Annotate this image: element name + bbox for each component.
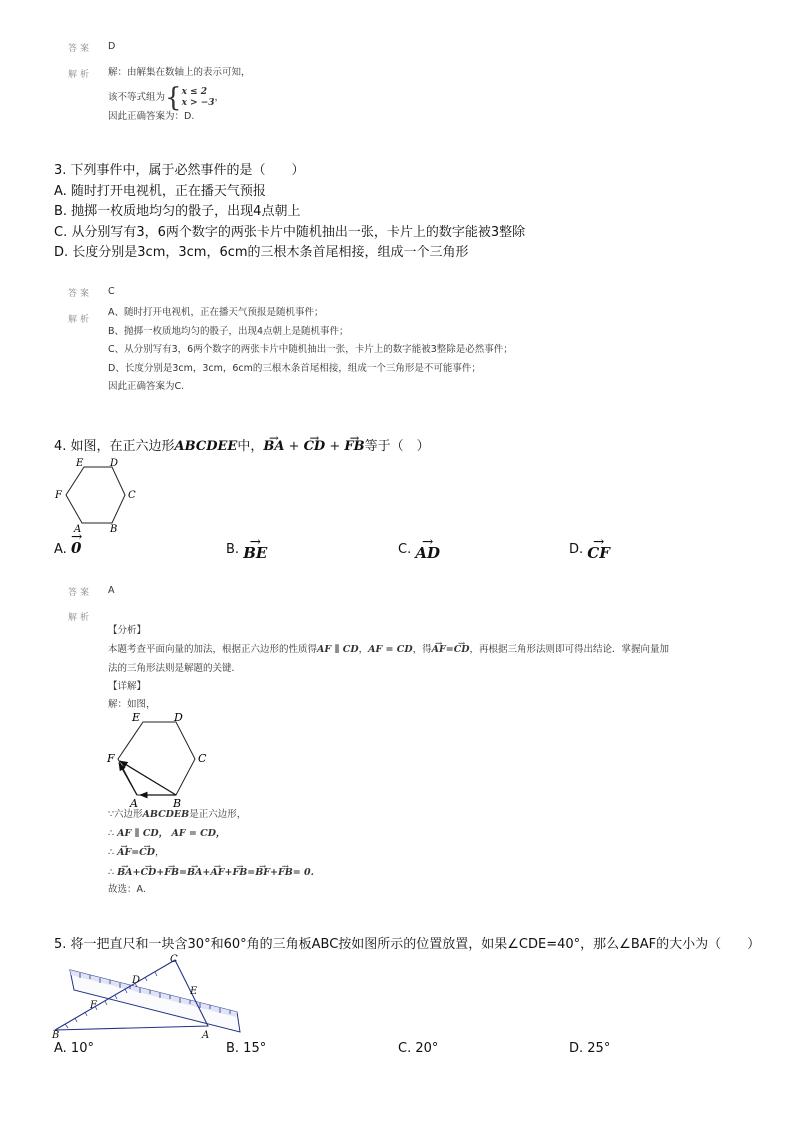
vertex-label-a: A (130, 797, 138, 809)
question-stem: 5. 将一把直尺和一块含30°和60°角的三角板ABC按如图所示的位置放置，如果∠CDE=40°，那么∠BAF的大小为（ ） (54, 937, 761, 952)
question-stem: 4. 如图，在正六边形ABCDEE中，→ BA + → CD + → FB等于（ ） (54, 437, 430, 458)
option-b[interactable]: B. 抛掷一枚质地均匀的骰子，出现4点朝上 (54, 204, 301, 219)
option-vector: → 0 (71, 539, 81, 557)
math-expr: = (131, 847, 140, 858)
therefore-symbol: ∴ (108, 828, 115, 839)
vector-fb: → FB (232, 864, 247, 883)
hexagon-shape (66, 467, 125, 523)
option-a[interactable]: A. 随时打开电视机，正在播天气预报 (54, 183, 266, 199)
option-letter: B. (226, 542, 240, 557)
answer-tag: 答案 (68, 588, 93, 598)
hexagon-figure (52, 455, 142, 535)
plus-symbol: + (132, 867, 141, 878)
inequality-bottom: x > −3 (181, 98, 215, 108)
question-stem: 3. 下列事件中，属于必然事件的是（ ） (54, 163, 305, 178)
analysis-tag: 解析 (68, 613, 93, 623)
option-a[interactable] (54, 539, 81, 557)
stem-text: 等于（ ） (364, 439, 430, 454)
math-expr: = (445, 644, 454, 655)
option-c[interactable] (398, 539, 441, 562)
ruler-triangle-figure (50, 950, 250, 1040)
option-vector: → BE (243, 544, 267, 562)
vertex-label-f: F (107, 752, 115, 765)
analysis-line: A、随时打开电视机，正在播天气预报是随机事件； (108, 307, 324, 318)
math-expr: = (179, 867, 187, 878)
section-heading: 【详解】 (108, 681, 147, 692)
label-f: F (90, 1000, 97, 1011)
hexagon-name: ABCDEB (142, 809, 190, 820)
label-a: A (202, 1030, 210, 1040)
answer-value: D (108, 41, 116, 52)
analysis-text: ， (358, 644, 369, 655)
plus-symbol: + (224, 867, 233, 878)
analysis-line: 因此正确答案为C. (108, 381, 185, 392)
math-expr: AF ∥ CD， AF = CD， (117, 828, 226, 839)
vector-cd: → CD (139, 844, 155, 863)
vertex-label-d: D (110, 458, 119, 469)
plus-symbol: + (202, 867, 211, 878)
option-a[interactable]: A. 10° (54, 1041, 94, 1056)
option-vector: → AD (415, 544, 440, 562)
option-d[interactable]: D. 长度分别是3cm，3cm，6cm的三根木条首尾相接，组成一个三角形 (54, 245, 469, 260)
analysis-text: ， (214, 91, 225, 103)
hexagon-name: ABCDEE (174, 439, 238, 454)
vector-af: → AF (117, 844, 131, 863)
vertex-label-a: A (74, 524, 82, 535)
label-b: B (52, 1030, 60, 1040)
option-b[interactable]: B. 15° (226, 1041, 267, 1056)
option-letter: C. (398, 542, 412, 557)
option-letter: D. (569, 542, 584, 557)
vertex-label-c: C (198, 752, 207, 765)
analysis-line (108, 806, 246, 825)
option-vector: → CF (587, 544, 610, 562)
answer-value: C (108, 286, 115, 297)
inequality-top: x ≤ 2 (181, 87, 207, 97)
answer-tag: 答案 (68, 289, 93, 299)
vertex-label-b: B (110, 524, 118, 535)
analysis-text: 是正六边形， (189, 809, 247, 820)
vertex-label-c: C (128, 490, 136, 501)
analysis-line: 解：如图， (108, 699, 156, 710)
math-expr: AF ∥ CD (317, 644, 359, 655)
therefore-symbol: ∴ (108, 867, 115, 878)
analysis-line (108, 864, 314, 883)
option-c[interactable]: C. 从分别写有3，6两个数字的两张卡片中随机抽出一张，卡片上的数字能被3整除 (54, 224, 526, 240)
inequality-system (182, 87, 215, 109)
vertex-label-e: E (132, 711, 141, 724)
option-c[interactable]: C. 20° (398, 1041, 439, 1056)
stem-text: 中， (237, 439, 264, 454)
stem-text: 4. 如图，在正六边形 (54, 439, 175, 454)
question-3 (54, 161, 525, 264)
vector-cd: → CD (140, 864, 156, 883)
vector-bf: → BF (255, 864, 270, 883)
math-expr: = 0. (292, 867, 314, 878)
vector-ba: → BA (117, 864, 132, 883)
vector-cd: → CD (304, 437, 326, 458)
vertex-label-e: E (76, 458, 84, 469)
analysis-block (108, 304, 513, 397)
analysis-line (108, 641, 669, 660)
analysis-line: 因此正确答案为：D. (108, 111, 195, 122)
vector-fb: → FB (344, 437, 364, 458)
analysis-line: 故选：A. (108, 884, 146, 895)
plus-symbol: + (156, 867, 165, 878)
analysis-tag: 解析 (68, 70, 93, 80)
brace-symbol: { (165, 83, 182, 113)
option-b[interactable] (226, 539, 268, 562)
vertex-label-f: F (55, 490, 62, 501)
label-e: E (190, 986, 198, 997)
math-expr: AF = CD (368, 644, 413, 655)
analysis-text: ，得 (412, 644, 432, 655)
label-d: D (132, 975, 141, 986)
answer-tag: 答案 (68, 44, 93, 54)
analysis-text: 本题考查平面向量的加法，根据正六边形的性质得 (108, 644, 318, 655)
analysis-line: 法的三角形法则是解题的关键． (108, 663, 242, 674)
analysis-text: ∵六边形 (108, 809, 143, 820)
analysis-line: 解：由解集在数轴上的表示可知， (108, 67, 251, 78)
vertex-label-d: D (174, 711, 183, 724)
hexagon-shape (118, 722, 195, 795)
analysis-line: D、长度分别是3cm，3cm，6cm的三根木条首尾相接，组成一个三角形是不可能事件； (108, 362, 481, 374)
vector-af-arrow (119, 763, 137, 795)
option-letter: A. (54, 542, 67, 557)
analysis-text: ，再根据三角形法则即可得出结论．掌握向量加 (469, 644, 670, 655)
analysis-text: ， (154, 847, 165, 858)
vector-fb: → FB (164, 864, 179, 883)
analysis-text: 该不等式组为 (108, 91, 166, 103)
section-heading: 【分析】 (108, 625, 147, 636)
label-c: C (170, 954, 178, 965)
hexagon-arrow-figure (104, 709, 214, 809)
vector-af: → AF (432, 641, 446, 660)
math-expr: = (247, 867, 256, 878)
option-d[interactable] (569, 539, 610, 562)
analysis-line: C、从分别写有3，6两个数字的两张卡片中随机抽出一张，卡片上的数字能被3整除是必然事件； (108, 344, 513, 355)
vector-ba: → BA (263, 437, 284, 458)
therefore-symbol: ∴ (108, 847, 115, 858)
vector-af: → AF (210, 864, 224, 883)
vector-ba: → BA (187, 864, 202, 883)
analysis-line: B、抛掷一枚质地均匀的骰子，出现4点朝上是随机事件； (108, 325, 349, 337)
vector-fb: → FB (278, 864, 293, 883)
vector-cd: → CD (454, 641, 470, 660)
plus-symbol: + (269, 867, 278, 878)
vertex-label-b: B (173, 797, 182, 809)
analysis-tag: 解析 (68, 315, 93, 325)
option-d[interactable]: D. 25° (569, 1041, 611, 1056)
answer-value: A (108, 585, 115, 596)
